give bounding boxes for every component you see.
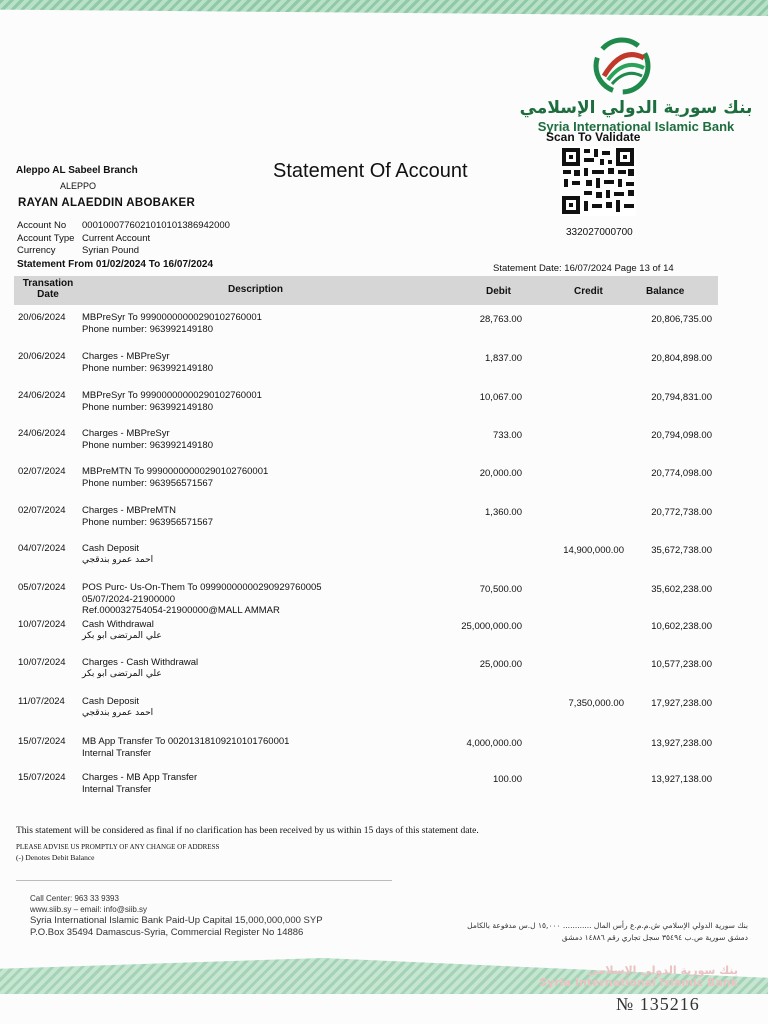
row-debit: 100.00: [492, 774, 522, 785]
row-debit: 20,000.00: [479, 468, 522, 479]
row-description-line: Phone number: 963956571567: [82, 516, 214, 528]
row-debit: 25,000,000.00: [461, 621, 522, 632]
row-description: [82, 772, 382, 795]
row-description-line: Phone number: 963992149180: [82, 362, 214, 374]
row-balance: 10,602,238.00: [651, 621, 712, 632]
paid-up-capital: Syria International Islamic Bank Paid-Up Capital 15,000,000,000 SYP: [30, 915, 323, 926]
row-date: 04/07/2024: [18, 543, 66, 554]
row-balance: 20,806,735.00: [651, 314, 712, 325]
debit-balance-note: (-) Denotes Debit Balance: [16, 853, 95, 862]
row-debit: 10,067.00: [479, 392, 522, 403]
bank-name-english: Syria International Islamic Bank: [537, 119, 735, 134]
top-decorative-band: [0, 0, 768, 16]
address-change-note: PLEASE ADVISE US PROMPTLY OF ANY CHANGE OF ADDRESS: [16, 843, 220, 851]
row-date: 02/07/2024: [18, 466, 66, 477]
watermark-arabic: بنك سورية الدولي الإسلامي: [587, 964, 738, 977]
header-date: Transation Date: [22, 278, 74, 300]
scan-to-validate-label: Scan To Validate: [546, 130, 641, 144]
bank-watermark: [518, 965, 738, 989]
customer-name: RAYAN ALAEDDIN ABOBAKER: [18, 197, 196, 209]
row-balance: 20,794,098.00: [651, 430, 712, 441]
qr-code-icon[interactable]: [560, 146, 636, 216]
row-date: 20/06/2024: [18, 351, 66, 362]
serial-value: 135216: [639, 994, 700, 1014]
header-debit: Debit: [486, 286, 511, 297]
page-title: Statement Of Account: [273, 160, 468, 182]
row-balance: 17,927,238.00: [651, 698, 712, 709]
row-balance: 13,927,138.00: [651, 774, 712, 785]
row-description-line: MBPreSyr To 99900000000290102760001: [82, 312, 262, 323]
website-email: www.siib.sy – email: info@siib.sy: [30, 905, 148, 914]
account-type-value: Current Account: [82, 232, 151, 244]
row-description-line: POS Purc- Us-On-Them To 09990000000290929760005: [82, 582, 322, 593]
row-credit: 14,900,000.00: [563, 545, 624, 556]
currency-label: Currency: [17, 245, 56, 256]
row-date: 10/07/2024: [18, 657, 66, 668]
row-debit: 70,500.00: [479, 584, 522, 595]
row-description-line: 05/07/2024-21900000: [82, 593, 175, 605]
bank-name-arabic: بنك سورية الدولي الإسلامي: [519, 98, 753, 118]
row-debit: 1,360.00: [485, 507, 522, 518]
row-description: [82, 351, 382, 374]
final-statement-note: This statement will be considered as final if no clarification has been received by us within 15 days of this statement date.: [16, 826, 479, 836]
row-balance: 20,772,738.00: [651, 507, 712, 518]
row-balance: 20,774,098.00: [651, 468, 712, 479]
account-details: [17, 220, 230, 258]
row-debit: 1,837.00: [485, 353, 522, 364]
row-date: 24/06/2024: [18, 390, 66, 401]
row-description-line: Internal Transfer: [82, 783, 152, 795]
footer-divider: [16, 880, 392, 881]
statement-period: Statement From 01/02/2024 To 16/07/2024: [17, 259, 214, 270]
serial-prefix: №: [616, 994, 635, 1014]
row-description: [82, 505, 382, 528]
row-debit: 733.00: [492, 430, 522, 441]
row-description: [82, 736, 382, 759]
currency-value: Syrian Pound: [82, 245, 140, 256]
account-no-label: Account No: [17, 220, 67, 231]
row-description-line: علي المرتضى ابو بكر: [82, 668, 162, 679]
row-description-line: Charges - MB App Transfer: [82, 772, 198, 783]
row-balance: 35,672,738.00: [651, 545, 712, 556]
header-credit: Credit: [574, 286, 603, 297]
row-description-line: احمد عمرو بندقجي: [82, 554, 154, 565]
row-date: 11/07/2024: [18, 696, 65, 707]
footer-arabic: [396, 920, 748, 944]
row-description-line: MBPreMTN To 99900000000290102760001: [82, 466, 269, 477]
row-description: [82, 312, 382, 335]
qr-reference-number: 332027000700: [566, 227, 633, 238]
bank-logo: [500, 36, 762, 136]
row-balance: 20,804,898.00: [651, 353, 712, 364]
header-description: Description: [228, 284, 284, 295]
branch-city: ALEPPO: [60, 181, 97, 191]
watermark-english: Syria International Islamic Bank: [539, 976, 738, 989]
row-description: [82, 619, 382, 642]
row-debit: 25,000.00: [479, 659, 522, 670]
account-no-value: 0001000776021010101386942000: [82, 220, 230, 231]
row-description-line: Phone number: 963956571567: [82, 477, 214, 489]
row-description-line: Phone number: 963992149180: [82, 401, 214, 413]
row-description-line: Ref.000032754054-21900000@MALL AMMAR: [82, 605, 280, 616]
footer-arabic-line-2: دمشق سورية ص.ب ٣٥٤٩٤ سجل تجاري رقم ١٤٨٨٦ دمشق: [561, 933, 748, 942]
po-box: P.O.Box 35494 Damascus-Syria, Commercial Register No 14886: [30, 927, 304, 938]
table-header: [14, 276, 718, 305]
bank-emblem-icon: [582, 36, 662, 96]
row-description-line: Charges - MBPreSyr: [82, 428, 170, 439]
row-description-line: MB App Transfer To 00201318109210101760001: [82, 736, 290, 747]
row-description-line: Cash Withdrawal: [82, 619, 154, 630]
row-date: 15/07/2024: [18, 736, 66, 747]
row-date: 15/07/2024: [18, 772, 66, 783]
row-credit: 7,350,000.00: [568, 698, 624, 709]
serial-number: [616, 994, 700, 1015]
footer-arabic-line-1: بنك سورية الدولي الإسلامي ش.م.م.ع رأس المال ............ ١٥,٠٠٠ ل.س مدفوعة بالكامل: [467, 921, 748, 930]
row-description-line: Charges - MBPreSyr: [82, 351, 170, 362]
row-date: 10/07/2024: [18, 619, 66, 630]
statement-date-page: Statement Date: 16/07/2024 Page 13 of 14: [493, 263, 674, 274]
row-description: [82, 428, 382, 451]
row-description-line: علي المرتضى ابو بكر: [82, 630, 162, 641]
branch-name: Aleppo AL Sabeel Branch: [16, 165, 138, 176]
row-description: [82, 657, 382, 680]
row-balance: 10,577,238.00: [651, 659, 712, 670]
account-type-label: Account Type: [17, 232, 75, 244]
row-description: [82, 390, 382, 413]
row-balance: 13,927,238.00: [651, 738, 712, 749]
row-description-line: Charges - Cash Withdrawal: [82, 657, 199, 668]
row-balance: 35,602,238.00: [651, 584, 712, 595]
row-description: [82, 582, 382, 617]
row-description-line: Charges - MBPreMTN: [82, 505, 176, 516]
row-debit: 28,763.00: [479, 314, 522, 325]
row-description-line: Phone number: 963992149180: [82, 323, 214, 335]
call-center: Call Center: 963 33 9393: [30, 894, 119, 903]
row-date: 20/06/2024: [18, 312, 66, 323]
row-description-line: Internal Transfer: [82, 747, 152, 759]
row-description-line: Cash Deposit: [82, 696, 140, 707]
row-description-line: احمد عمرو بندقجي: [82, 707, 154, 718]
row-description-line: Phone number: 963992149180: [82, 439, 214, 451]
row-description: [82, 696, 382, 719]
row-description: [82, 466, 382, 489]
header-balance: Balance: [646, 286, 685, 297]
row-description: [82, 543, 382, 566]
footer-contact: [30, 893, 323, 939]
row-description-line: MBPreSyr To 99900000000290102760001: [82, 390, 262, 401]
row-description-line: Cash Deposit: [82, 543, 140, 554]
row-debit: 4,000,000.00: [466, 738, 522, 749]
row-date: 24/06/2024: [18, 428, 66, 439]
row-balance: 20,794,831.00: [651, 392, 712, 403]
row-date: 02/07/2024: [18, 505, 66, 516]
row-date: 05/07/2024: [18, 582, 66, 593]
